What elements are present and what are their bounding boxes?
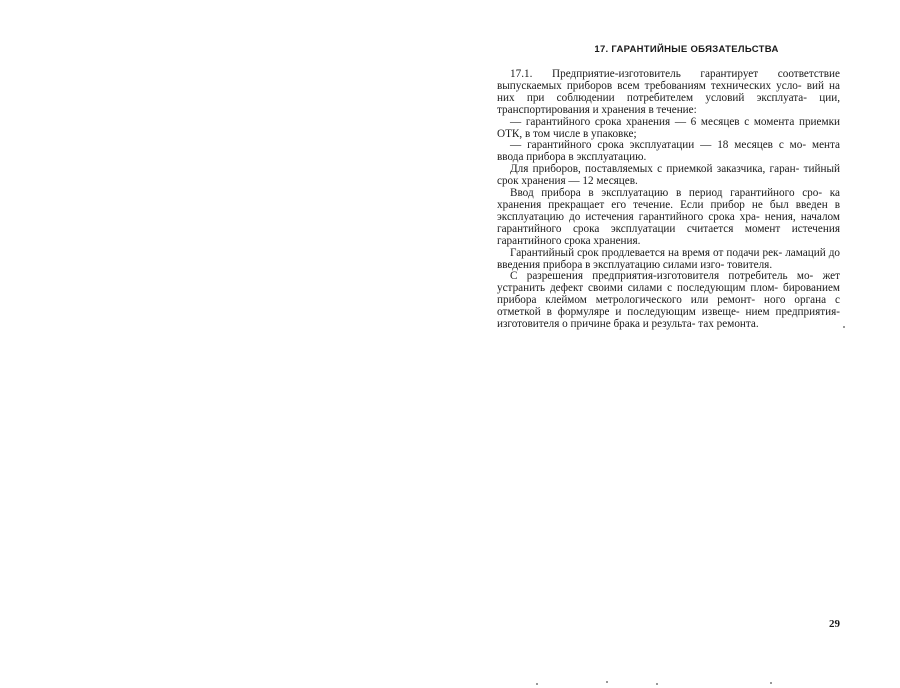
text-line: нения, началом гарантийного срока эксплуатации считается (497, 210, 841, 235)
text-line: нием предприятия-изготовителя о причине брака и результа- (497, 306, 841, 331)
text-line: — гарантийного срока эксплуатации — 18 месяцев с мо- (510, 139, 807, 152)
text-line: тийный срок хранения — 12 месяцев. (497, 163, 841, 188)
section-heading: 17. ГАРАНТИЙНЫЕ ОБЯЗАТЕЛЬСТВА (594, 44, 779, 55)
text-line: — гарантийного срока хранения — 6 месяцев с момента (510, 115, 795, 128)
text-line: вий на них при соблюдении потребителем условий эксплуата- (497, 79, 840, 104)
scan-speck (770, 682, 772, 684)
paragraph-customer-acceptance (497, 164, 840, 188)
paragraph-warranty-intro (497, 69, 840, 117)
text-column (497, 44, 840, 331)
text-line: тах ремонта. (698, 318, 759, 331)
text-line: ка хранения прекращает его течение. Если прибор не был (497, 187, 841, 211)
scan-speck (606, 681, 608, 683)
paragraph-commissioning (497, 188, 840, 248)
text-line: выпускаемых приборов всем требованиям технических усло- (497, 79, 802, 92)
paragraph-self-repair (497, 271, 840, 331)
text-line: товителя. (727, 258, 773, 271)
text-line: ции, транспортирования и хранения в течение: (497, 91, 841, 116)
paragraph-extension (497, 248, 840, 272)
text-line: С разрешения предприятия-изготовителя потребитель мо- (510, 270, 814, 283)
text-line: введен в эксплуатацию до истечения гарантийного срока хра- (497, 198, 841, 223)
text-line: 17.1. Предприятие-изготовитель гарантирует соответствие (510, 68, 840, 80)
page-number: 29 (829, 618, 840, 630)
text-line: Ввод прибора в эксплуатацию в период гарантийного сро- (510, 187, 823, 200)
scan-speck (536, 683, 538, 685)
text-line: ного органа с отметкой в формуляре и последующим извеще- (497, 294, 840, 319)
paragraph-operation-period (497, 140, 840, 164)
paragraph-storage-period (497, 117, 840, 141)
text-line: Для приборов, поставляемых с приемкой заказчика, гаран- (510, 163, 800, 176)
scan-speck (656, 683, 658, 685)
scan-speck (843, 326, 845, 328)
text-line: мента ввода прибора в эксплуатацию. (497, 139, 841, 164)
text-line: момент истечения гарантийного срока хранения. (497, 222, 840, 247)
text-line: Гарантийный срок продлевается на время от подачи рек- (510, 246, 783, 259)
text-line: жет устранить дефект своими силами с последующим плом- (497, 270, 840, 295)
text-line: ламаций до введения прибора в эксплуатацию силами изго- (497, 246, 840, 271)
text-line: бированием прибора клеймом метрологического или ремонт- (497, 282, 840, 307)
text-line: приемки ОТК, в том числе в упаковке; (497, 115, 841, 140)
